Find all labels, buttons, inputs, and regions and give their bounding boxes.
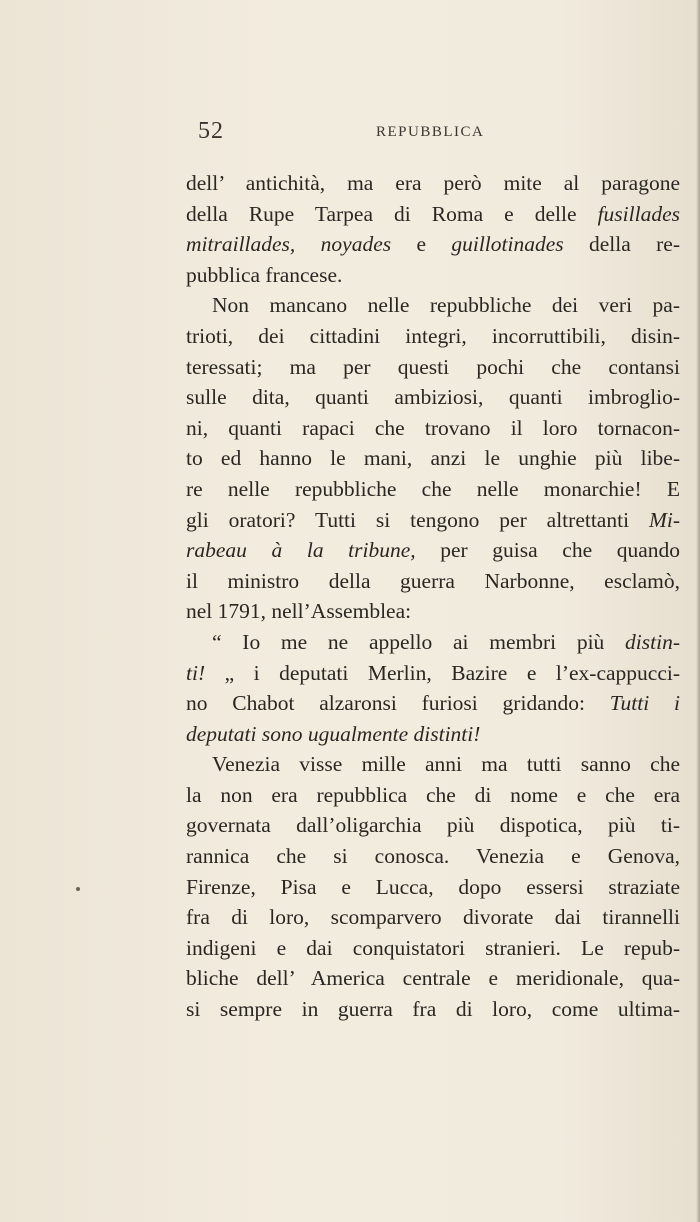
page-header bbox=[186, 118, 680, 148]
text-line bbox=[186, 260, 680, 291]
text-segment: la non era repubblica che di nome e che era bbox=[186, 782, 680, 807]
text-segment: Venezia visse mille anni ma tutti sanno che bbox=[212, 752, 680, 777]
text-segment: no Chabot alzaronsi furiosi gridando: bbox=[186, 691, 610, 716]
italic-text: Tutti i bbox=[609, 691, 680, 716]
text-segment: re nelle repubbliche che nelle monarchie! E bbox=[186, 476, 680, 501]
margin-speck bbox=[76, 887, 80, 891]
italic-text: Mi- bbox=[648, 507, 680, 532]
text-segment: Firenze, Pisa e Lucca, dopo essersi straziate bbox=[186, 874, 680, 899]
running-head: REPUBBLICA bbox=[376, 124, 485, 140]
text-line bbox=[186, 902, 680, 933]
text-line bbox=[186, 168, 680, 199]
text-segment: rannica che si conosca. Venezia e Genova, bbox=[186, 844, 680, 869]
text-line bbox=[186, 566, 680, 597]
text-line bbox=[186, 627, 680, 658]
text-line bbox=[186, 413, 680, 444]
text-segment: indigeni e dai conquistatori stranieri. Le repub- bbox=[186, 935, 680, 960]
text-line bbox=[186, 719, 680, 750]
text-line bbox=[186, 658, 680, 689]
text-segment: dell’ antichità, ma era però mite al paragone bbox=[186, 171, 680, 195]
text-segment: Non mancano nelle repubbliche dei veri pa- bbox=[212, 293, 680, 318]
text-line bbox=[186, 382, 680, 413]
italic-text: deputati sono ugualmente distinti! bbox=[186, 721, 481, 746]
text-segment: ni, quanti rapaci che trovano il loro tornacon- bbox=[186, 415, 680, 440]
italic-text: fusillades bbox=[597, 201, 680, 226]
text-segment: sulle dita, quanti ambiziosi, quanti imbroglio- bbox=[186, 385, 680, 410]
italic-text: mitraillades, noyades bbox=[186, 232, 392, 257]
text-segment: per guisa che quando bbox=[415, 538, 680, 563]
text-line bbox=[186, 933, 680, 964]
text-segment: teressati; ma per questi pochi che contansi bbox=[186, 354, 680, 379]
text-segment: bliche dell’ America centrale e meridionale, qua- bbox=[186, 966, 680, 991]
text-segment: „ i deputati Merlin, Bazire e l’ex-cappucci- bbox=[205, 660, 680, 685]
text-segment: e bbox=[391, 232, 452, 257]
italic-text: distin- bbox=[625, 629, 680, 654]
text-line bbox=[186, 505, 680, 536]
italic-text: guillotinades bbox=[451, 232, 564, 257]
page-edge-shadow bbox=[696, 0, 700, 1222]
text-line bbox=[186, 780, 680, 811]
text-line bbox=[186, 688, 680, 719]
text-segment: della re- bbox=[563, 232, 680, 257]
text-segment: si sempre in guerra fra di loro, come ultima- bbox=[186, 997, 680, 1022]
text-line bbox=[186, 994, 680, 1025]
text-segment: “ Io me ne appello ai membri più bbox=[212, 629, 626, 654]
text-line bbox=[186, 872, 680, 903]
text-line bbox=[186, 841, 680, 872]
italic-text: rabeau à la tribune, bbox=[186, 538, 416, 563]
text-segment: fra di loro, scomparvero divorate dai tirannelli bbox=[186, 905, 680, 930]
text-line bbox=[186, 596, 680, 627]
text-segment: nel 1791, nell’Assemblea: bbox=[186, 599, 412, 624]
text-segment: gli oratori? Tutti si tengono per altrettanti bbox=[186, 507, 649, 532]
text-line bbox=[186, 199, 680, 230]
text-line bbox=[186, 229, 680, 260]
text-line bbox=[186, 321, 680, 352]
text-segment: il ministro della guerra Narbonne, esclamò, bbox=[186, 568, 680, 593]
text-segment: trioti, dei cittadini integri, incorruttibili, disin- bbox=[186, 323, 680, 348]
text-line bbox=[186, 443, 680, 474]
text-segment: to ed hanno le mani, anzi le unghie più libe- bbox=[186, 446, 680, 471]
text-line bbox=[186, 535, 680, 566]
italic-text: ti! bbox=[186, 660, 206, 685]
text-line bbox=[186, 749, 680, 780]
text-segment: pubblica francese. bbox=[186, 262, 343, 287]
text-line bbox=[186, 963, 680, 994]
text-segment: della Rupe Tarpea di Roma e delle bbox=[186, 201, 598, 226]
page-number: 52 bbox=[198, 118, 224, 144]
text-segment: governata dall’oligarchia più dispotica, più ti- bbox=[186, 813, 680, 838]
text-line bbox=[186, 290, 680, 321]
text-line bbox=[186, 810, 680, 841]
text-line bbox=[186, 474, 680, 505]
body-text bbox=[186, 168, 680, 1025]
text-line bbox=[186, 352, 680, 383]
